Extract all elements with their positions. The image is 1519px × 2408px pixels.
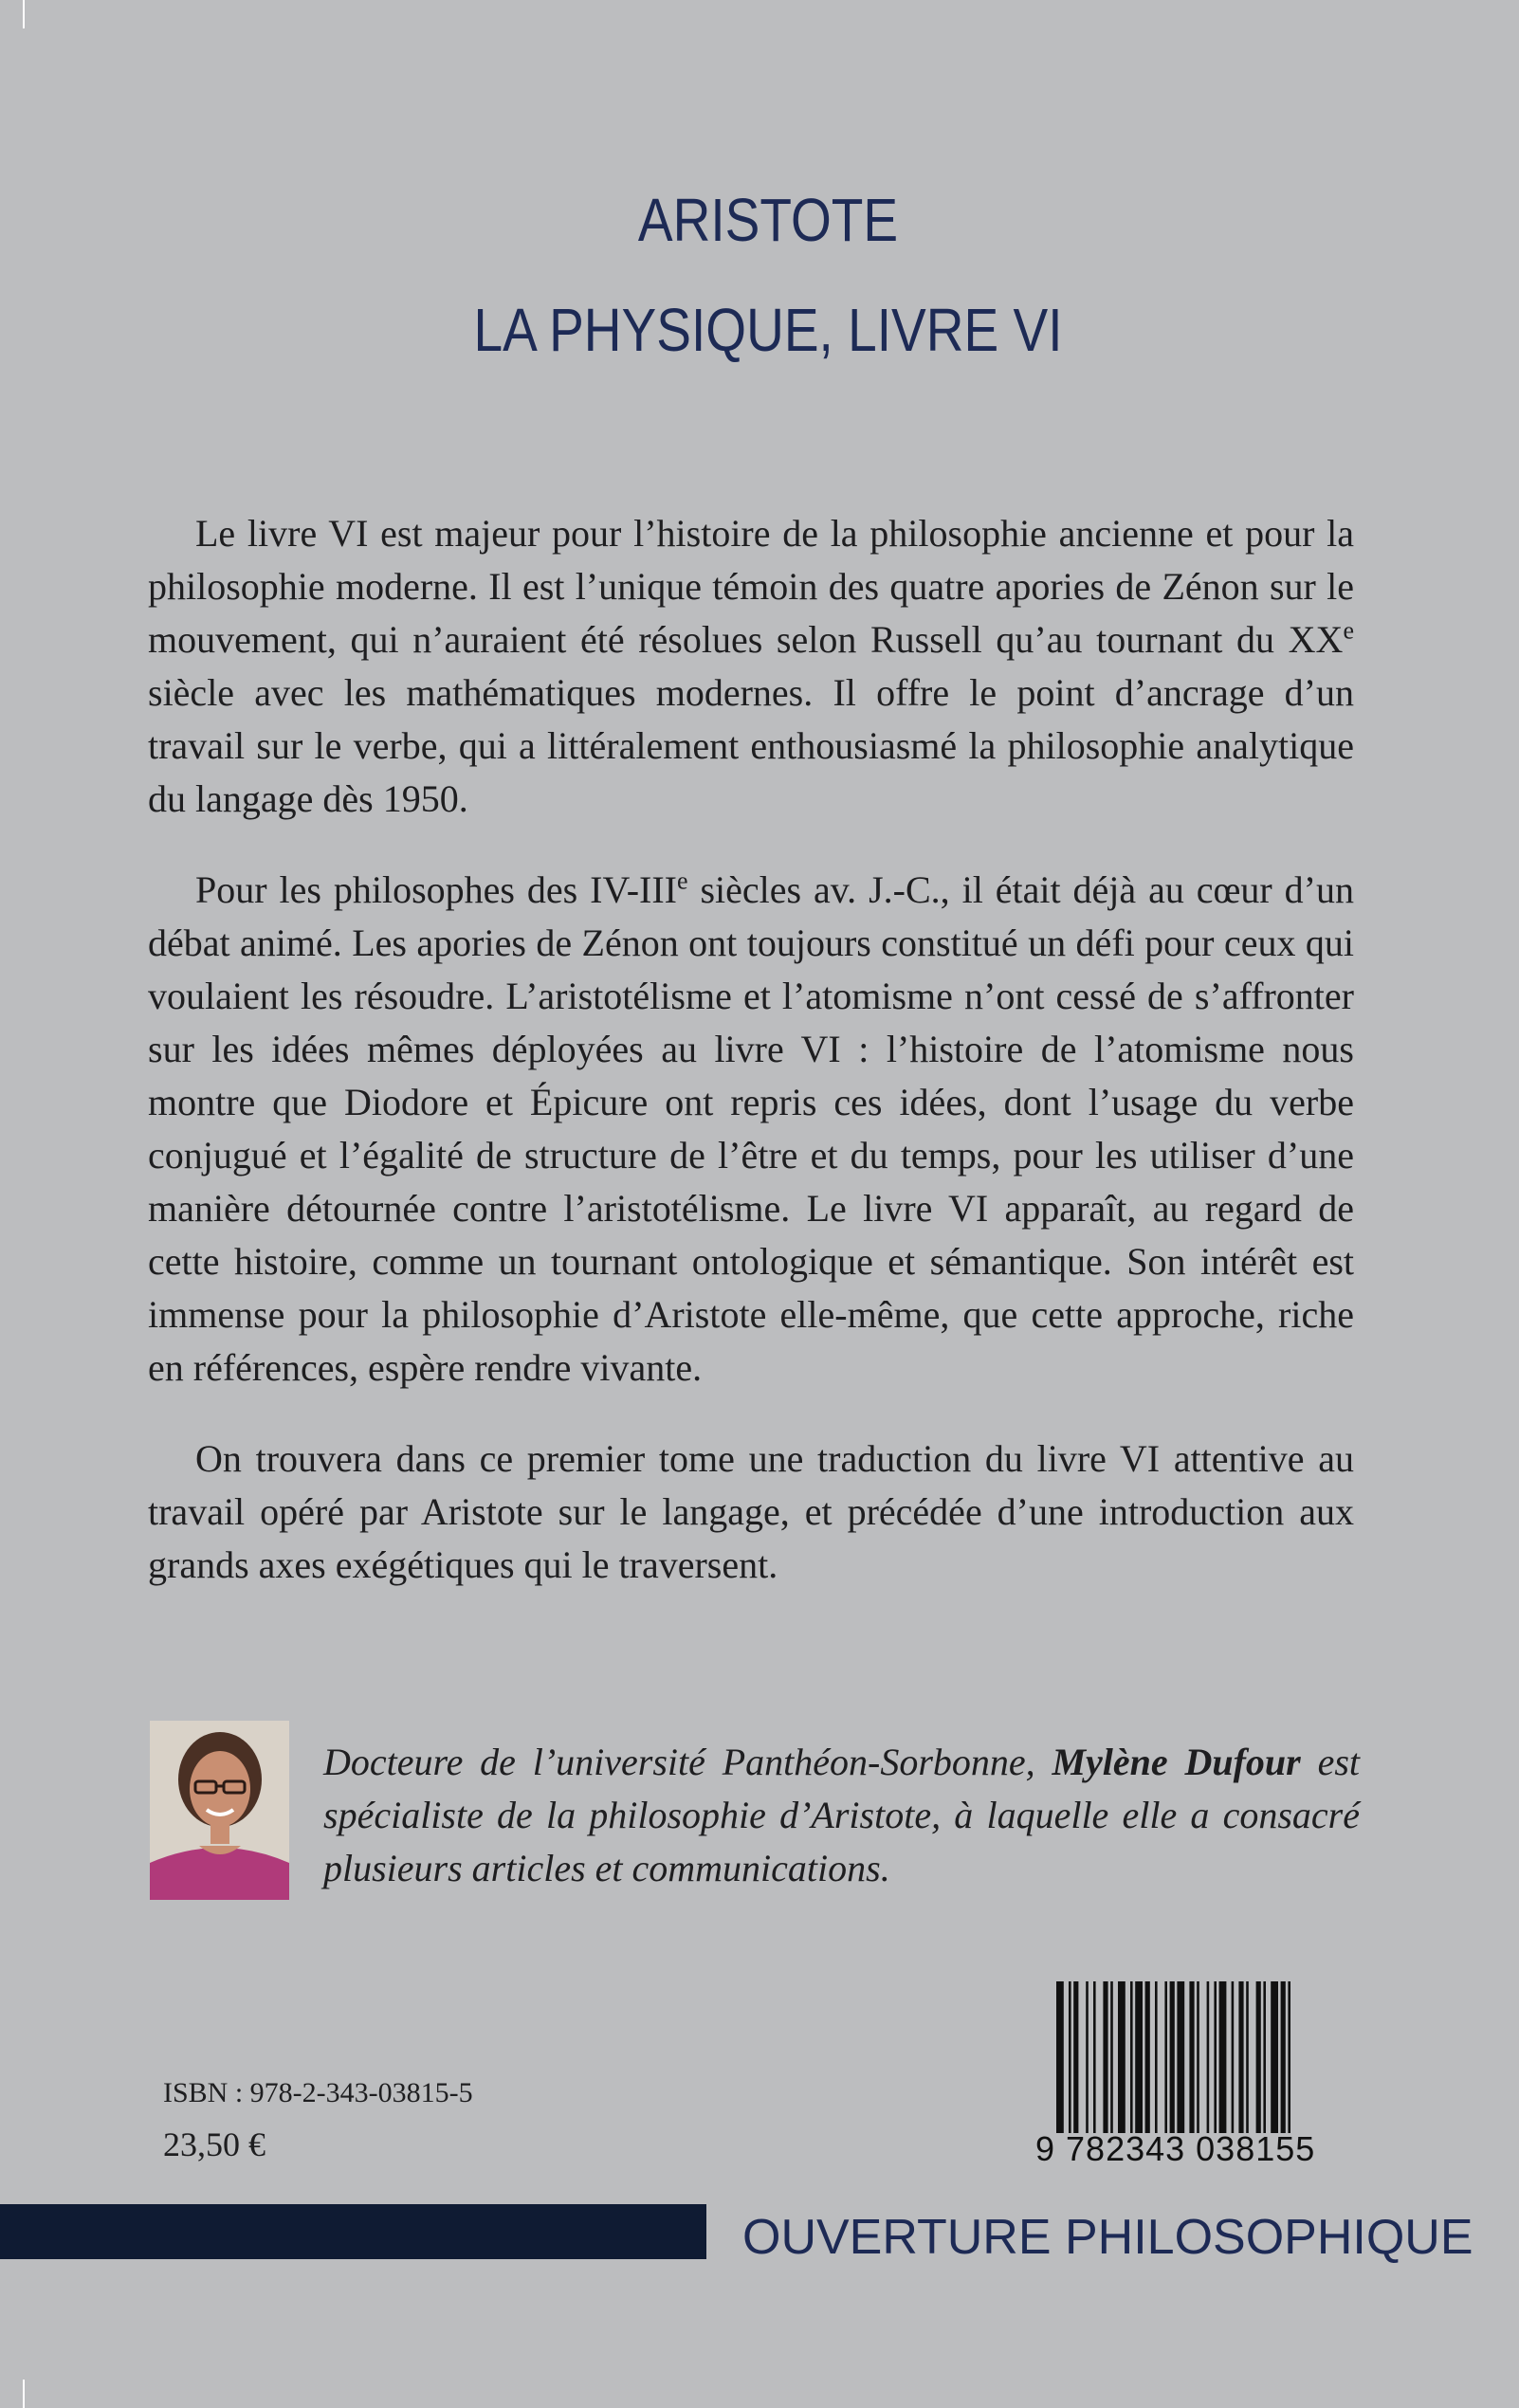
barcode-bar (1155, 1981, 1158, 2133)
barcode-bar (1103, 1981, 1107, 2133)
barcode-bar (1093, 1981, 1096, 2133)
barcode-bar (1170, 1981, 1175, 2133)
barcode-bar (1281, 1981, 1286, 2133)
barcode-bar (1177, 1981, 1184, 2133)
barcode-bar (1056, 1981, 1064, 2133)
barcode-bar (1069, 1981, 1071, 2133)
crop-mark-bottom (23, 2380, 25, 2408)
barcode-bar (1189, 1981, 1194, 2133)
barcode-bars (1056, 1981, 1365, 2133)
barcode-bar (1197, 1981, 1199, 2133)
barcode-bar (1288, 1981, 1290, 2133)
barcode-bar (1164, 1981, 1167, 2133)
barcode-bar (1263, 1981, 1266, 2133)
barcode-bar (1271, 1981, 1278, 2133)
author-photo (150, 1721, 289, 1900)
barcode-bar (1110, 1981, 1113, 2133)
collection-band (0, 2204, 706, 2259)
barcode-digits: 9 782343 038155 (1035, 2129, 1316, 2168)
book-title: LA PHYSIQUE, LIVRE VI (473, 296, 1063, 364)
blurb-paragraph-2: Pour les philosophes des IV-IIIe siècles av. J.-C., il était déjà au cœur d’un débat animé. Les apories de Zénon ont toujours constitué un défi pour ceux qui voulaient les résoudre. L’aristotélisme et l’atomisme n’ont cessé de s’affronter sur les idées mêmes déployées au livre VI : l’histoire de l’atomisme nous montre que Diodore et Épicure ont repris ces idées, dont l’usage du verbe conjugué et l’égalité de structure de l’être et du temps, pour les utiliser d’une manière détournée contre l’aristotélisme. Le livre VI apparaît, au regard de cette histoire, comme un tournant ontologique et sémantique. Son intérêt est immense pour la philosophie d’Aristote elle-même, que cette approche, riche en références, espère rendre vivante. (148, 867, 1354, 1389)
blurb (148, 507, 1354, 1630)
blurb-paragraph-3: On trouvera dans ce premier tome une traduction du livre VI attentive au travail opéré par Aristote sur le langage, et précédée d’une introduction aux grands axes exégétiques qui le traversent. (148, 1437, 1354, 1586)
collection-name: OUVERTURE PHILOSOPHIQUE (742, 2210, 1473, 2265)
price: 23,50 € (163, 2125, 265, 2163)
barcode-bar (1246, 1981, 1249, 2133)
barcode-bar (1086, 1981, 1089, 2133)
author-name: Mylène Dufour (1052, 1741, 1301, 1783)
book-author-title: ARISTOTE (637, 186, 899, 254)
barcode-bar (1130, 1981, 1133, 2133)
barcode-bar (1256, 1981, 1261, 2133)
barcode-bar (1207, 1981, 1210, 2133)
author-portrait-illustration (150, 1721, 289, 1900)
barcode-bar (1135, 1981, 1143, 2133)
blurb-paragraph-1: Le livre VI est majeur pour l’histoire de la philosophie ancienne et pour la philosophie moderne. Il est l’unique témoin des quatre apories de Zénon sur le mouvement, qui n’auraient été résolues selon Russell qu’au tournant du XXe siècle avec les mathématiques modernes. Il offre le point d’ancrage d’un travail sur le verbe, qui a littéralement enthousiasmé la philosophie analytique du langage dès 1950. (148, 512, 1354, 820)
barcode-bar (1238, 1981, 1243, 2133)
barcode-bar (1214, 1981, 1217, 2133)
barcode-bar (1118, 1981, 1126, 2133)
isbn: ISBN : 978-2-343-03815-5 (163, 2077, 473, 2108)
barcode-bar (1145, 1981, 1150, 2133)
barcode-bar (1219, 1981, 1227, 2133)
author-bio: Docteure de l’université Panthéon-Sorbonne, Mylène Dufour est spécialiste de la philosophie d’Aristote, à laquelle elle a consacré plusieurs articles et communications. (323, 1741, 1360, 1889)
barcode-bar (1232, 1981, 1235, 2133)
barcode-bar (1073, 1981, 1078, 2133)
crop-mark-top (23, 0, 25, 28)
title-block (0, 186, 1519, 364)
author-section (150, 1721, 1360, 1901)
barcode (1035, 1981, 1363, 2167)
